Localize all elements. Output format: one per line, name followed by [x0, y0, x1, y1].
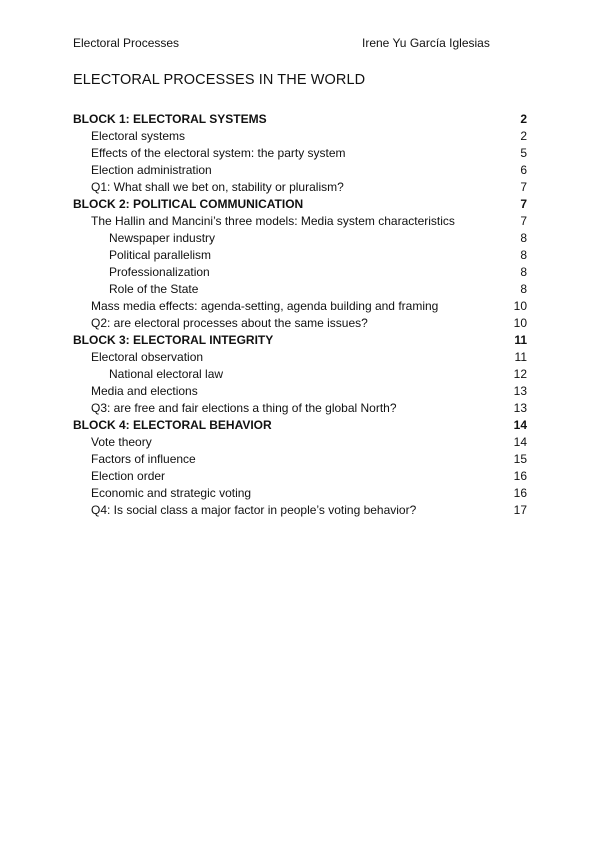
document-title: ELECTORAL PROCESSES IN THE WORLD [73, 72, 366, 88]
toc-page-number: 11 [514, 333, 527, 347]
toc-entry-label: BLOCK 3: ELECTORAL INTEGRITY [73, 333, 274, 347]
toc-entry-label: Political parallelism [109, 248, 212, 262]
toc-entry-label: National electoral law [109, 367, 224, 381]
toc-page-number: 13 [513, 401, 527, 415]
toc-entry[interactable] [73, 213, 527, 230]
toc-page-number: 7 [520, 180, 527, 194]
toc-entry[interactable] [73, 468, 527, 485]
toc-entry[interactable] [73, 298, 527, 315]
toc-entry-label: BLOCK 4: ELECTORAL BEHAVIOR [73, 418, 272, 432]
toc-entry-label: Q3: are free and fair elections a thing of the global North? [91, 401, 397, 415]
toc-entry[interactable] [73, 434, 527, 451]
toc-page-number: 8 [520, 265, 527, 279]
toc-page-number: 8 [520, 231, 527, 245]
toc-entry[interactable] [73, 349, 527, 366]
toc-page-number: 2 [520, 129, 527, 143]
toc-block-heading[interactable] [73, 417, 527, 434]
toc-entry-label: The Hallin and Mancini’s three models: Media system characteristics [91, 214, 455, 228]
toc-entry-label: BLOCK 2: POLITICAL COMMUNICATION [73, 197, 304, 211]
toc-page-number: 12 [513, 367, 527, 381]
toc-entry-label: BLOCK 1: ELECTORAL SYSTEMS [73, 112, 267, 126]
toc-entry[interactable] [73, 145, 527, 162]
toc-entry-label: Electoral observation [91, 350, 204, 364]
toc-page-number: 14 [513, 418, 527, 432]
toc-entry[interactable] [73, 247, 527, 264]
table-of-contents [73, 111, 527, 519]
toc-page-number: 16 [513, 486, 527, 500]
toc-entry[interactable] [73, 451, 527, 468]
toc-entry[interactable] [73, 281, 527, 298]
toc-page-number: 11 [514, 350, 527, 364]
toc-entry[interactable] [73, 485, 527, 502]
toc-entry[interactable] [73, 264, 527, 281]
toc-page-number: 10 [513, 316, 527, 330]
toc-entry-label: Role of the State [109, 282, 199, 296]
page-header [73, 36, 527, 52]
toc-page-number: 2 [520, 112, 527, 126]
toc-page-number: 17 [513, 503, 527, 517]
toc-page-number: 7 [520, 214, 527, 228]
toc-block-heading[interactable] [73, 111, 527, 128]
toc-entry-label: Election order [91, 469, 166, 483]
toc-entry-label: Q4: Is social class a major factor in people’s voting behavior? [91, 503, 417, 517]
toc-entry[interactable] [73, 128, 527, 145]
toc-page-number: 14 [513, 435, 527, 449]
toc-entry-label: Newspaper industry [109, 231, 216, 245]
toc-entry[interactable] [73, 400, 527, 417]
toc-entry-label: Q2: are electoral processes about the same issues? [91, 316, 368, 330]
toc-page-number: 16 [513, 469, 527, 483]
toc-entry-label: Factors of influence [91, 452, 196, 466]
toc-page-number: 7 [520, 197, 527, 211]
toc-entry[interactable] [73, 315, 527, 332]
toc-entry-label: Professionalization [109, 265, 210, 279]
header-course-title: Electoral Processes [73, 36, 180, 50]
toc-entry[interactable] [73, 230, 527, 247]
toc-entry-label: Mass media effects: agenda-setting, agenda building and framing [91, 299, 439, 313]
toc-page-number: 8 [520, 282, 527, 296]
toc-block-heading[interactable] [73, 332, 527, 349]
toc-page-number: 6 [520, 163, 527, 177]
toc-entry-label: Q1: What shall we bet on, stability or pluralism? [91, 180, 344, 194]
toc-block-heading[interactable] [73, 196, 527, 213]
header-author: Irene Yu García Iglesias [362, 36, 490, 50]
toc-entry-label: Election administration [91, 163, 212, 177]
toc-entry-label: Media and elections [91, 384, 198, 398]
toc-entry[interactable] [73, 366, 527, 383]
toc-page-number: 10 [513, 299, 527, 313]
toc-entry[interactable] [73, 162, 527, 179]
toc-page-number: 13 [513, 384, 527, 398]
toc-entry-label: Effects of the electoral system: the party system [91, 146, 346, 160]
toc-page-number: 5 [520, 146, 527, 160]
toc-page-number: 8 [520, 248, 527, 262]
toc-entry[interactable] [73, 179, 527, 196]
toc-entry-label: Economic and strategic voting [91, 486, 252, 500]
toc-entry-label: Vote theory [91, 435, 152, 449]
toc-page-number: 15 [513, 452, 527, 466]
toc-entry-label: Electoral systems [91, 129, 186, 143]
toc-entry[interactable] [73, 502, 527, 519]
toc-entry[interactable] [73, 383, 527, 400]
